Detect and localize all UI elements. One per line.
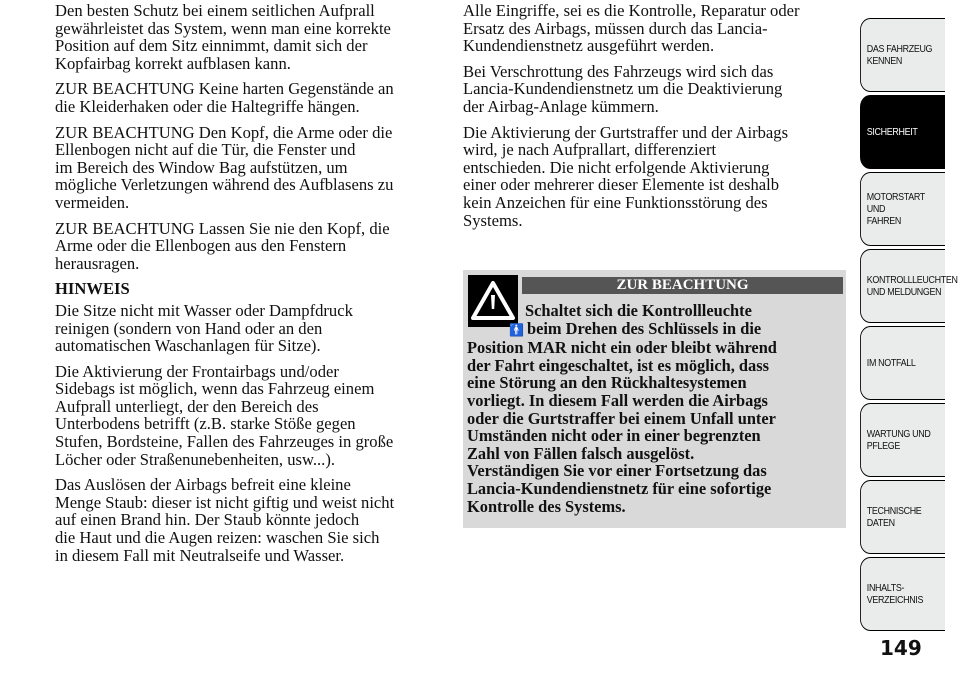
text-line: Alle Eingriffe, sei es die Kontrolle, Reparatur oder: [463, 1, 800, 20]
text-line: der Airbag-Anlage kümmern.: [463, 96, 659, 116]
warning-line: vorliegt. In diesem Fall werden die Airbags: [467, 390, 768, 410]
text-line: Die Sitze nicht mit Wasser oder Dampfdruck: [55, 300, 353, 320]
paragraph: [55, 302, 450, 355]
tab-label: PFLEGE: [866, 440, 900, 452]
warning-line: Verständigen Sie vor einer Fortsetzung das: [467, 461, 767, 481]
tab-label: UND MELDUNGEN: [866, 286, 942, 298]
text-line: HINWEIS: [55, 279, 130, 299]
text-line: Bei Verschrottung des Fahrzeugs wird sich das: [463, 61, 774, 81]
right-column: [463, 2, 848, 229]
paragraph: [55, 2, 450, 72]
text-line: ZUR BEACHTUNG Lassen Sie nie den Kopf, die: [55, 218, 390, 238]
text-line: Kundendienstnetz ausgeführt werden.: [463, 36, 715, 56]
tab-label: TECHNISCHE: [866, 505, 922, 517]
text-line: ZUR BEACHTUNG Keine harten Gegenstände an: [55, 79, 394, 99]
text-line: Position auf dem Sitz einnimmt, damit sich der: [55, 36, 368, 56]
tab-label: DATEN: [866, 517, 895, 529]
text-line: Sidebags ist möglich, wenn das Fahrzeug einem: [55, 379, 375, 399]
paragraph: [55, 124, 450, 212]
text-line: herausragen.: [55, 253, 140, 273]
paragraph: [55, 220, 450, 273]
text-line: ZUR BEACHTUNG Den Kopf, die Arme oder die: [55, 122, 393, 142]
warning-line-text: beim Drehen des Schlüssels in die: [526, 318, 762, 338]
warning-title: ZUR BEACHTUNG: [522, 277, 843, 294]
tab-im-notfall[interactable]: [860, 326, 945, 400]
tab-label: KENNEN: [866, 55, 902, 67]
airbag-warning-lamp-icon: 🚹: [509, 322, 524, 337]
tab-label: INHALTS-: [866, 582, 905, 594]
warning-line: Umständen nicht oder in einer begrenzten: [467, 426, 761, 446]
text-line: entschieden. Die nicht erfolgende Aktivierung: [463, 157, 770, 177]
text-line: Das Auslösen der Airbags befreit eine kleine: [55, 475, 351, 495]
text-line: Die Aktivierung der Frontairbags und/oder: [55, 361, 339, 381]
tab-kontrollleuchten[interactable]: [860, 249, 958, 323]
page-number: 149: [880, 636, 922, 660]
tab-label: VERZEICHNIS: [866, 594, 924, 606]
tab-motorstart-und[interactable]: [860, 172, 945, 246]
paragraph: [55, 476, 450, 564]
tab-label: WARTUNG UND: [866, 428, 931, 440]
tab-sicherheit[interactable]: [860, 95, 945, 169]
warning-line: der Fahrt eingeschaltet, ist es möglich, dass: [467, 355, 769, 375]
text-line: Arme oder die Ellenbogen aus den Fenstern: [55, 236, 347, 256]
text-line: wird, je nach Aufprallart, differenziert: [463, 140, 717, 160]
text-line: Ellenbogen nicht auf die Tür, die Fenster und: [55, 140, 356, 160]
text-line: die Kleiderhaken oder die Haltegriffe hängen.: [55, 96, 360, 116]
text-line: Aufprall unterliegt, der den Bereich des: [55, 396, 319, 416]
text-line: vermeiden.: [55, 192, 130, 212]
text-line: mögliche Verletzungen während des Aufblasens zu: [55, 175, 394, 195]
text-line: in diesem Fall mit Neutralseife und Wasser.: [55, 545, 345, 565]
left-column: [55, 2, 450, 572]
text-line: die Haut und die Augen reizen: waschen Sie sich: [55, 528, 380, 548]
tab-label: IM NOTFALL: [866, 357, 916, 369]
tab-das-fahrzeug[interactable]: [860, 18, 945, 92]
warning-line: Kontrolle des Systems.: [467, 496, 626, 516]
text-line: einer oder mehrerer dieser Elemente ist deshalb: [463, 175, 780, 195]
text-line: im Bereich des Window Bag aufstützen, um: [55, 157, 348, 177]
tab-label: KONTROLLLEUCHTEN: [866, 274, 958, 286]
text-line: auf einen Brand hin. Der Staub könnte jedoch: [55, 510, 360, 530]
text-line: Kopfairbag korrekt aufblasen kann.: [55, 53, 291, 73]
tab-inhalts[interactable]: [860, 557, 945, 631]
paragraph: [463, 2, 848, 55]
text-line: Systems.: [463, 210, 523, 230]
text-line: Unterbodens betrifft (z.B. starke Stöße gegen: [55, 414, 356, 434]
text-line: automatischen Waschanlagen für Sitze).: [55, 336, 321, 356]
warning-line: Schaltet sich die Kontrollleuchte: [525, 301, 752, 320]
warning-line: oder die Gurtstraffer bei einem Unfall unter: [467, 408, 776, 428]
text-line: gewährleistet das System, wenn man eine korrekte: [55, 18, 391, 38]
warning-line: Zahl von Fällen falsch ausgelöst.: [467, 443, 695, 463]
tab-label: MOTORSTART UND: [866, 191, 925, 215]
paragraph: [463, 63, 848, 116]
text-line: Löcher oder Straßenunebenheiten, usw...).: [55, 449, 335, 469]
warning-text: [467, 302, 777, 515]
warning-line: [467, 320, 777, 340]
paragraph: [55, 80, 450, 115]
tab-label: DAS FAHRZEUG: [866, 43, 933, 55]
paragraph: [55, 280, 450, 298]
tab-wartung-und[interactable]: [860, 403, 945, 477]
text-line: Lancia-Kundendienstnetz um die Deaktivierung: [463, 79, 783, 99]
text-line: kein Anzeichen für eine Funktionsstörung des: [463, 192, 768, 212]
warning-line: eine Störung an den Rückhaltesystemen: [467, 373, 747, 393]
tab-label: FAHREN: [866, 215, 901, 227]
tab-label: SICHERHEIT: [866, 126, 918, 138]
warning-box: [463, 270, 846, 528]
text-line: Ersatz des Airbags, müssen durch das Lancia-: [463, 18, 768, 38]
text-line: Den besten Schutz bei einem seitlichen Aufprall: [55, 1, 375, 20]
paragraph: [463, 124, 848, 230]
paragraph: [55, 363, 450, 469]
text-line: reinigen (sondern von Hand oder an den: [55, 318, 323, 338]
text-line: Menge Staub: dieser ist nicht giftig und weist nicht: [55, 492, 395, 512]
text-line: Die Aktivierung der Gurtstraffer und der Airbags: [463, 122, 789, 142]
tab-technische[interactable]: [860, 480, 945, 554]
text-line: Stufen, Bordsteine, Fallen des Fahrzeuges in große: [55, 432, 394, 452]
warning-line: Position MAR nicht ein oder bleibt während: [467, 338, 777, 358]
chapter-tabs: [860, 18, 960, 634]
warning-line: Lancia-Kundendienstnetz für eine sofortige: [467, 478, 772, 498]
